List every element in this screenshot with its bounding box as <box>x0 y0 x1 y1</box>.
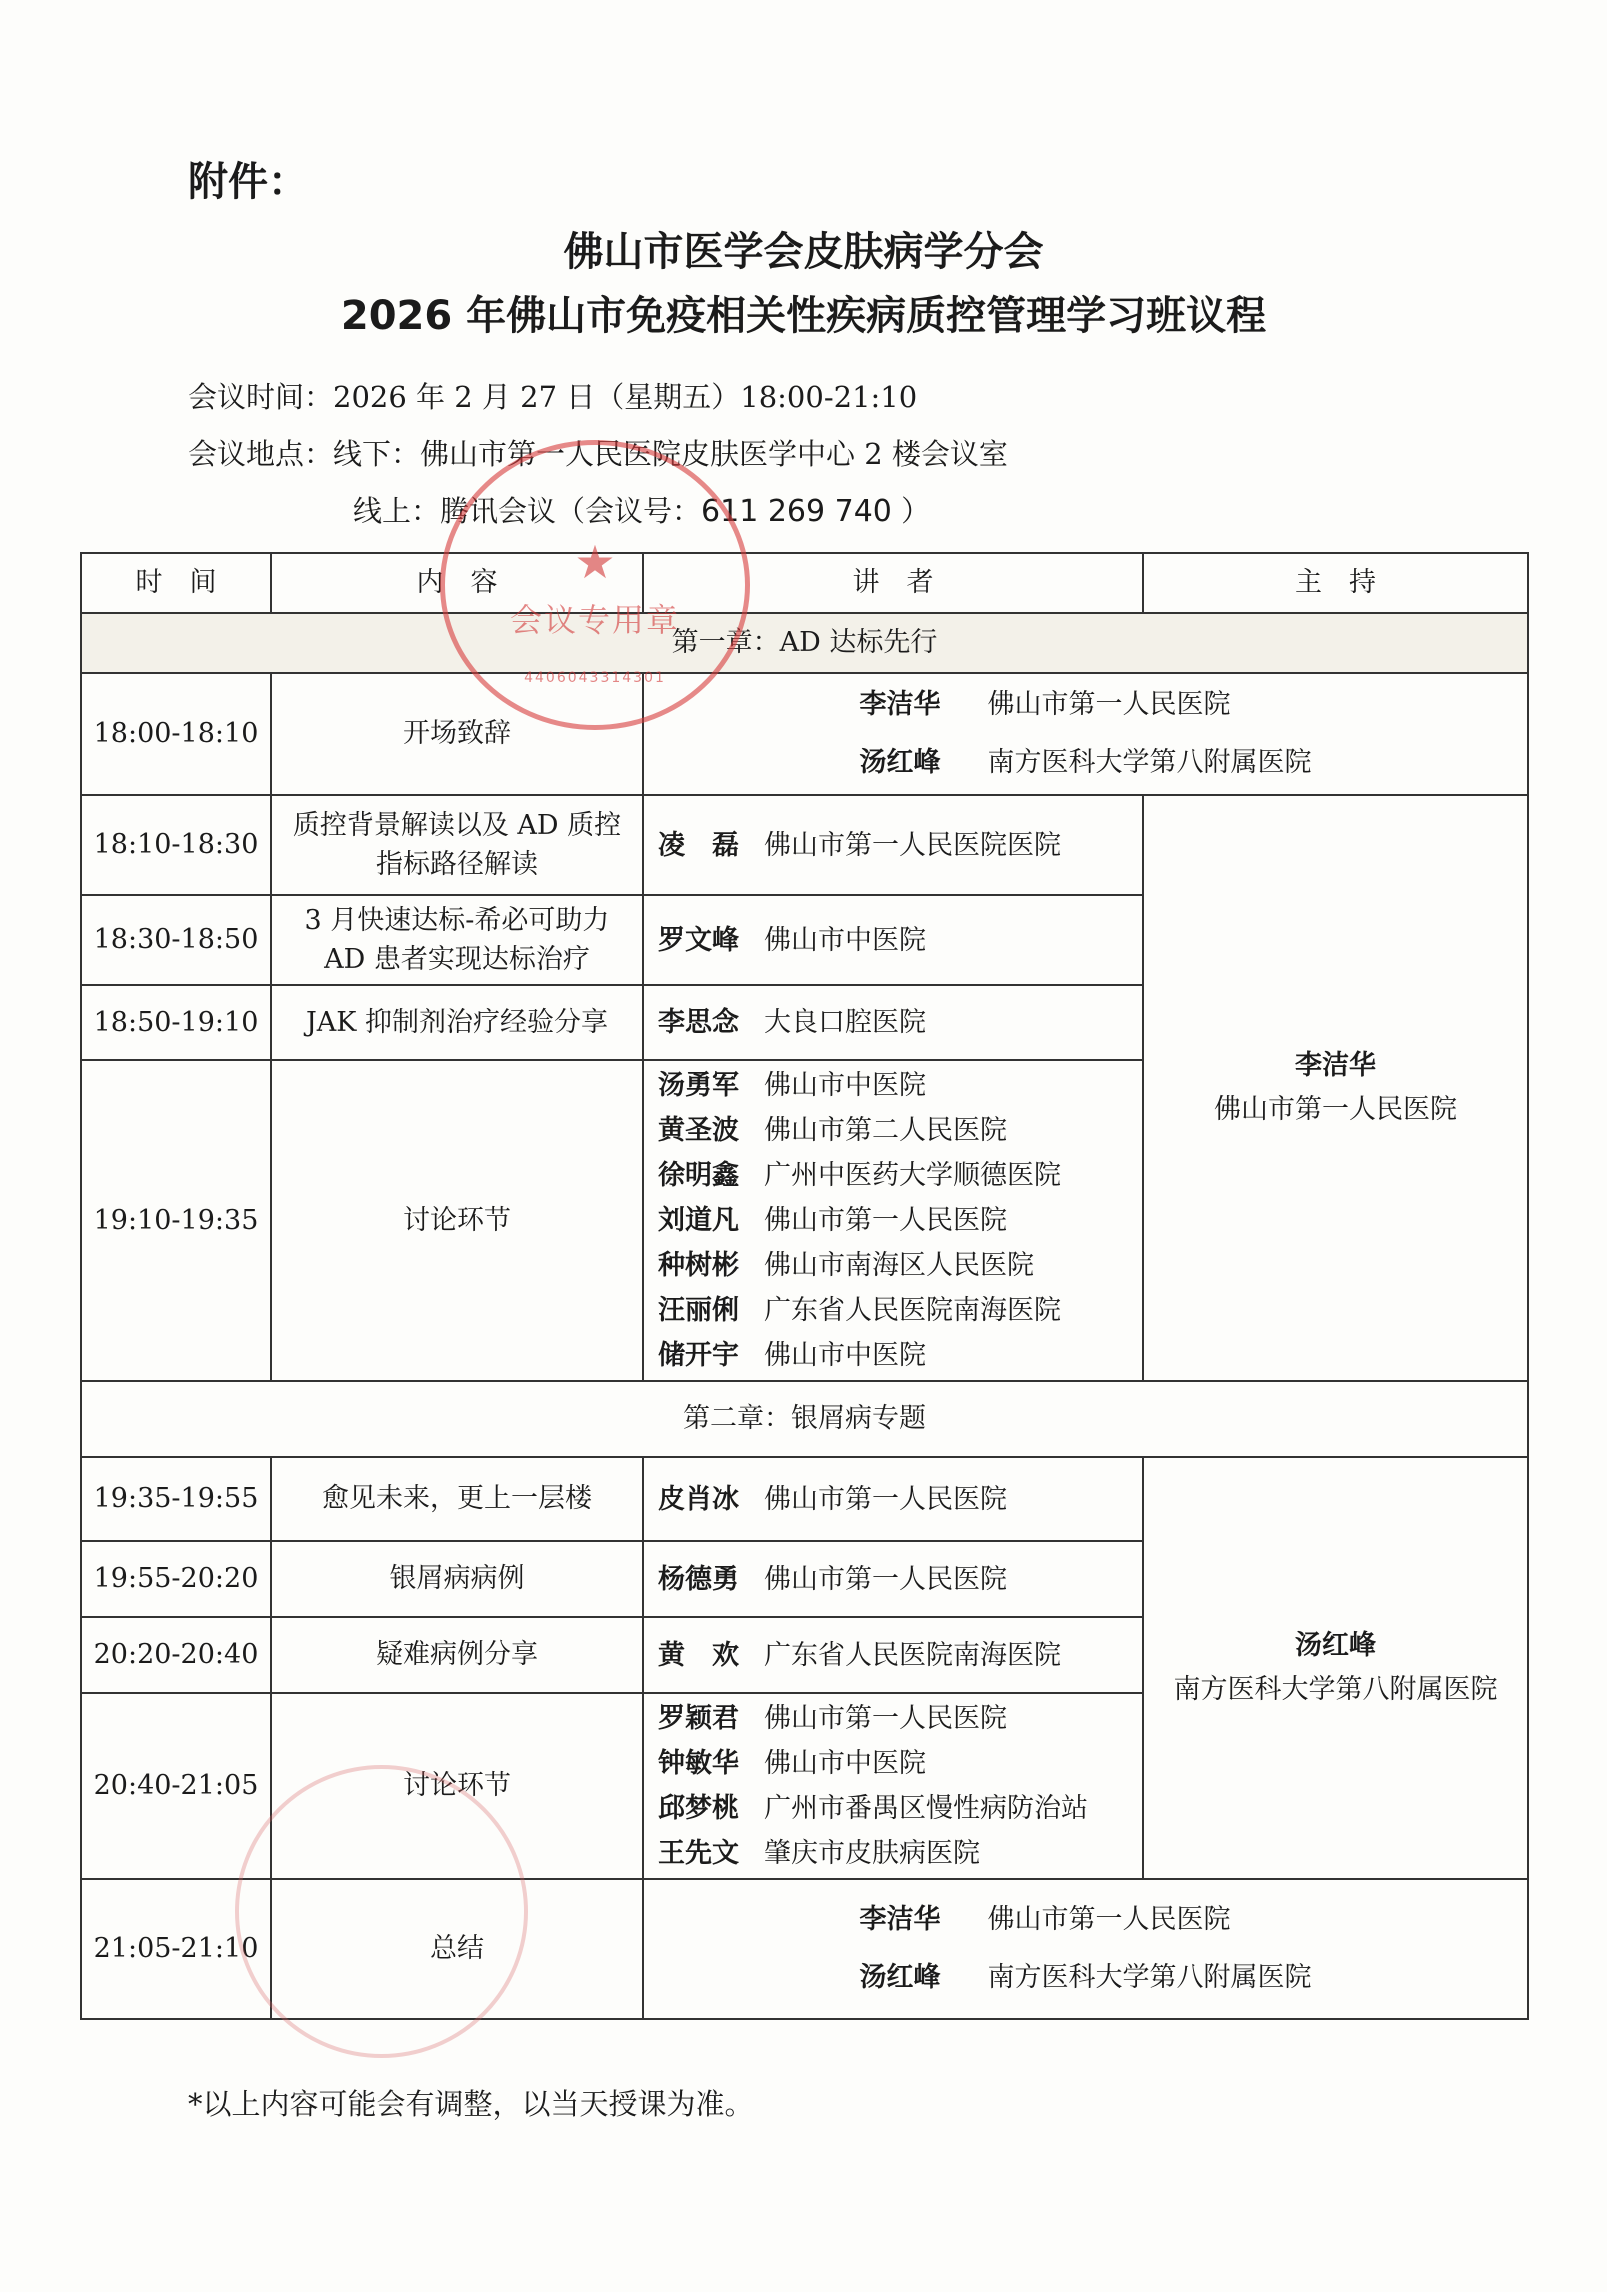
speaker-org: 佛山市第一人民医院 <box>764 1483 1007 1515</box>
speaker-name: 汤勇军 <box>658 1070 739 1101</box>
stamp-label: 会议专用章 <box>509 601 680 639</box>
content-cell: 银屑病病例 <box>271 1541 643 1617</box>
speaker-org: 广州中医药大学顺德医院 <box>764 1160 1061 1191</box>
speaker-entry <box>658 1831 1132 1876</box>
speaker-entry <box>658 1063 1132 1108</box>
meeting-place-offline: 线下：佛山市第一人民医院皮肤医学中心 2 楼会议室 <box>333 437 1008 471</box>
agenda-table <box>80 552 1529 2020</box>
speaker-name: 徐明鑫 <box>658 1160 739 1191</box>
speaker-name: 王先文 <box>658 1838 739 1869</box>
speaker-org: 佛山市中医院 <box>764 924 926 956</box>
table-row <box>81 673 1528 795</box>
host-cell <box>1143 795 1528 1381</box>
time-cell: 18:30-18:50 <box>81 895 271 985</box>
meeting-time-label: 会议时间： <box>188 380 334 414</box>
table-row <box>81 1457 1528 1541</box>
speaker-entry <box>658 1333 1132 1378</box>
speaker-entry <box>860 1891 1312 1949</box>
meeting-online-number: 611 269 740 <box>701 494 892 529</box>
speakers-cell <box>643 1541 1143 1617</box>
speaker-name: 杨德勇 <box>658 1563 739 1595</box>
header-content: 内 容 <box>271 553 643 613</box>
time-cell: 19:10-19:35 <box>81 1060 271 1381</box>
speaker-org: 南方医科大学第八附属医院 <box>987 1962 1312 1993</box>
content-cell: 质控背景解读以及 AD 质控指标路径解读 <box>271 795 643 895</box>
speaker-name: 李思念 <box>658 1007 739 1038</box>
time-cell: 18:00-18:10 <box>81 673 271 795</box>
speaker-org: 佛山市中医院 <box>764 1748 926 1779</box>
speaker-org: 佛山市第二人民医院 <box>764 1115 1007 1146</box>
speakers-cell <box>643 1060 1143 1381</box>
speaker-name: 李洁华 <box>859 689 941 720</box>
chapter1-title: 第一章：AD 达标先行 <box>81 613 1528 673</box>
document-subtitle: 2026 年佛山市免疫相关性疾病质控管理学习班议程 <box>340 293 1267 339</box>
speaker-entry <box>658 1198 1132 1243</box>
host-cell <box>1143 1457 1528 1879</box>
speaker-org: 佛山市第一人民医院 <box>764 1563 1007 1595</box>
speaker-org: 大良口腔医院 <box>764 1007 926 1038</box>
speaker-entry <box>658 1741 1132 1786</box>
speaker-org: 佛山市第一人民医院 <box>987 1904 1231 1935</box>
chapter-row <box>81 613 1528 673</box>
speaker-name: 汤红峰 <box>859 747 941 778</box>
content-cell: JAK 抑制剂治疗经验分享 <box>271 985 643 1060</box>
chapter-row <box>81 1381 1528 1457</box>
speaker-name: 罗文峰 <box>658 924 739 956</box>
meeting-online <box>353 489 930 530</box>
header-speaker: 讲 者 <box>643 553 1143 613</box>
speaker-org: 佛山市第一人民医院医院 <box>764 829 1061 861</box>
meeting-place <box>188 432 1008 473</box>
speaker-org: 广东省人民医院南海医院 <box>764 1295 1061 1326</box>
table-row <box>81 795 1528 895</box>
speaker-entry <box>658 1786 1132 1831</box>
speaker-entry <box>658 1288 1132 1333</box>
speakers-cell <box>643 985 1143 1060</box>
speaker-org: 佛山市南海区人民医院 <box>764 1250 1034 1281</box>
speaker-org: 佛山市第一人民医院 <box>764 1703 1007 1734</box>
speaker-name: 汤红峰 <box>859 1962 941 1993</box>
footnote: *以上内容可能会有调整，以当天授课为准。 <box>188 2087 754 2121</box>
speaker-name: 黄圣波 <box>658 1115 739 1146</box>
speaker-name: 李洁华 <box>859 1904 941 1935</box>
content-cell: 总结 <box>271 1879 643 2019</box>
speakers-cell <box>643 895 1143 985</box>
speaker-entry <box>658 918 1132 963</box>
stamp-code: 4406043314301 <box>524 670 666 686</box>
time-cell: 20:40-21:05 <box>81 1693 271 1879</box>
speaker-org: 佛山市中医院 <box>764 1070 926 1101</box>
speaker-org: 佛山市中医院 <box>764 1340 926 1371</box>
speakers-cell <box>643 1457 1143 1541</box>
table-header-row <box>81 553 1528 613</box>
speaker-entry <box>658 1243 1132 1288</box>
speaker-org: 广州市番禺区慢性病防治站 <box>764 1793 1088 1824</box>
host-org: 佛山市第一人民医院 <box>1214 1094 1457 1125</box>
speakers-cell <box>643 673 1528 795</box>
meeting-online-prefix: 线上：腾讯会议（会议号： <box>353 494 702 528</box>
chapter2-title: 第二章：银屑病专题 <box>81 1381 1528 1457</box>
meeting-online-suffix: ） <box>901 494 931 528</box>
speaker-name: 皮肖冰 <box>658 1483 739 1515</box>
speaker-name: 钟敏华 <box>658 1748 739 1779</box>
speaker-entry <box>860 676 1312 734</box>
speaker-org: 佛山市第一人民医院 <box>987 689 1231 720</box>
speakers-block <box>860 1891 1312 2007</box>
content-cell: 愈见未来，更上一层楼 <box>271 1457 643 1541</box>
speaker-org: 佛山市第一人民医院 <box>764 1205 1007 1236</box>
speaker-org: 肇庆市皮肤病医院 <box>764 1838 980 1869</box>
speaker-org: 南方医科大学第八附属医院 <box>987 747 1312 778</box>
speaker-name: 储开宇 <box>658 1340 739 1371</box>
host-org: 南方医科大学第八附属医院 <box>1173 1674 1498 1705</box>
speaker-entry <box>658 1153 1132 1198</box>
time-cell: 21:05-21:10 <box>81 1879 271 2019</box>
speaker-entry <box>658 1477 1132 1522</box>
speaker-name: 罗颖君 <box>658 1703 739 1734</box>
content-cell: 讨论环节 <box>271 1060 643 1381</box>
speaker-entry <box>658 1108 1132 1153</box>
speakers-cell <box>643 795 1143 895</box>
speakers-cell <box>643 1617 1143 1693</box>
time-cell: 20:20-20:40 <box>81 1617 271 1693</box>
speaker-name: 凌 磊 <box>658 829 739 861</box>
content-cell: 开场致辞 <box>271 673 643 795</box>
content-cell: 讨论环节 <box>271 1693 643 1879</box>
host-name: 汤红峰 <box>1295 1630 1376 1661</box>
speaker-entry <box>658 1633 1132 1678</box>
header-host: 主 持 <box>1143 553 1528 613</box>
document-title: 佛山市医学会皮肤病学分会 <box>563 229 1044 275</box>
meeting-place-label: 会议地点： <box>188 437 334 471</box>
speaker-name: 刘道凡 <box>658 1205 739 1236</box>
time-cell: 19:55-20:20 <box>81 1541 271 1617</box>
speaker-entry <box>658 823 1132 868</box>
content-cell: 3 月快速达标-希必可助力 AD 患者实现达标治疗 <box>271 895 643 985</box>
speakers-cell <box>643 1879 1528 2019</box>
speaker-name: 汪丽俐 <box>658 1295 739 1326</box>
meeting-seal-stamp: ★ 会议专用章 4406043314301 <box>440 440 750 730</box>
content-cell: 疑难病例分享 <box>271 1617 643 1693</box>
meeting-time-value: 2026 年 2 月 27 日（星期五）18:00-21:10 <box>333 380 918 414</box>
speaker-entry <box>860 734 1312 792</box>
speakers-cell <box>643 1693 1143 1879</box>
time-cell: 19:35-19:55 <box>81 1457 271 1541</box>
time-cell: 18:10-18:30 <box>81 795 271 895</box>
time-cell: 18:50-19:10 <box>81 985 271 1060</box>
attachment-label: 附件： <box>188 159 308 205</box>
speaker-entry <box>860 1949 1312 2007</box>
speaker-org: 广东省人民医院南海医院 <box>764 1639 1061 1671</box>
speaker-name: 黄 欢 <box>658 1639 739 1671</box>
speaker-name: 种树彬 <box>658 1250 739 1281</box>
speakers-block <box>860 676 1312 792</box>
meeting-time <box>188 375 917 416</box>
table-row <box>81 1879 1528 2019</box>
speaker-entry <box>658 1557 1132 1602</box>
header-time: 时 间 <box>81 553 271 613</box>
speaker-entry <box>658 1696 1132 1741</box>
host-name: 李洁华 <box>1295 1050 1376 1081</box>
speaker-name: 邱梦桃 <box>658 1793 739 1824</box>
speaker-entry <box>658 1000 1132 1045</box>
